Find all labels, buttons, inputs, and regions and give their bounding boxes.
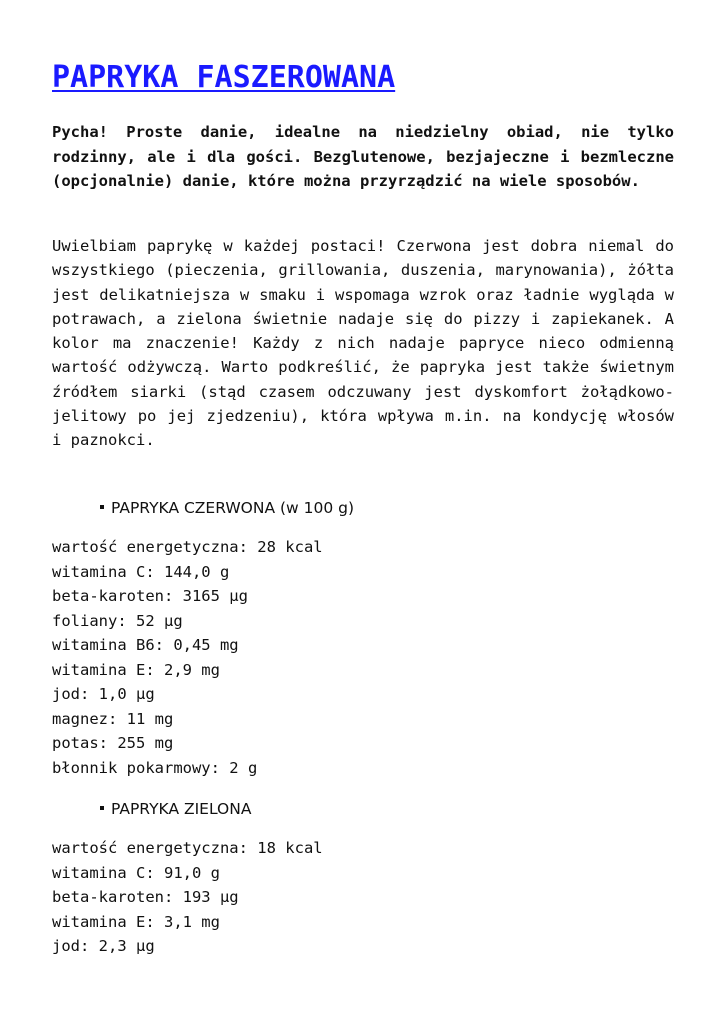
section-heading-red bbox=[100, 497, 354, 519]
list-item: błonnik pokarmowy: 2 g bbox=[52, 758, 258, 777]
list-item: witamina C: 91,0 g bbox=[52, 863, 220, 882]
list-item: beta-karoten: 3165 µg bbox=[52, 587, 248, 605]
page-title[interactable]: PAPRYKA FASZEROWANA bbox=[52, 60, 396, 95]
list-item: potas: 255 mg bbox=[52, 734, 174, 752]
bullet-icon bbox=[100, 505, 104, 509]
list-item: jod: 1,0 µg bbox=[52, 685, 155, 703]
body-paragraph: Uwielbiam paprykę w każdej postaci! Czerwona jest dobra niemal do wszystkiego (pieczenia, grillowania, duszenia, marynowania), żółta jest delikatniejsza w smaku i wspomaga wzrok oraz ładnie wygląda w potrawach, a zielona świetnie nadaje się do pizzy i zapiekanek. A kolor ma znaczenie! Każdy z nich nadaje papryce nieco odmienną wartość odżywczą. Warto podkreślić, że papryka jest także świetnym źródłem siarki (stąd czasem odczuwany jest dyskomfort żołądkowo-jelitowy po jej zjedzeniu), która wpływa m.in. na kondycję włosów i paznokci. bbox=[52, 237, 674, 450]
list-item: witamina E: 2,9 mg bbox=[52, 660, 220, 679]
section-heading-label: PAPRYKA CZERWONA (w 100 g) bbox=[111, 499, 355, 517]
lead-paragraph: Pycha! Proste danie, idealne na niedzielny obiad, nie tylko rodzinny, ale i dla gości. Bezglutenowe, bezjajeczne i bezmleczne (opcjonalnie) danie, które można przyrządzić na wiele sposobów. bbox=[52, 123, 674, 191]
list-item: wartość energetyczna: 28 kcal bbox=[52, 538, 323, 556]
list-item: magnez: 11 mg bbox=[52, 709, 174, 728]
section-heading-label: PAPRYKA ZIELONA bbox=[111, 800, 252, 818]
list-item: witamina B6: 0,45 mg bbox=[52, 636, 239, 654]
list-item: witamina E: 3,1 mg bbox=[52, 912, 220, 931]
bullet-icon bbox=[100, 806, 104, 810]
list-item: jod: 2,3 µg bbox=[52, 937, 155, 955]
list-item: beta-karoten: 193 µg bbox=[52, 888, 239, 906]
list-item: foliany: 52 µg bbox=[52, 611, 183, 630]
nutrition-list-red bbox=[52, 535, 323, 780]
list-item: witamina C: 144,0 g bbox=[52, 562, 230, 581]
section-heading-green bbox=[100, 798, 251, 820]
list-item: wartość energetyczna: 18 kcal bbox=[52, 839, 323, 857]
nutrition-list-green bbox=[52, 836, 323, 959]
